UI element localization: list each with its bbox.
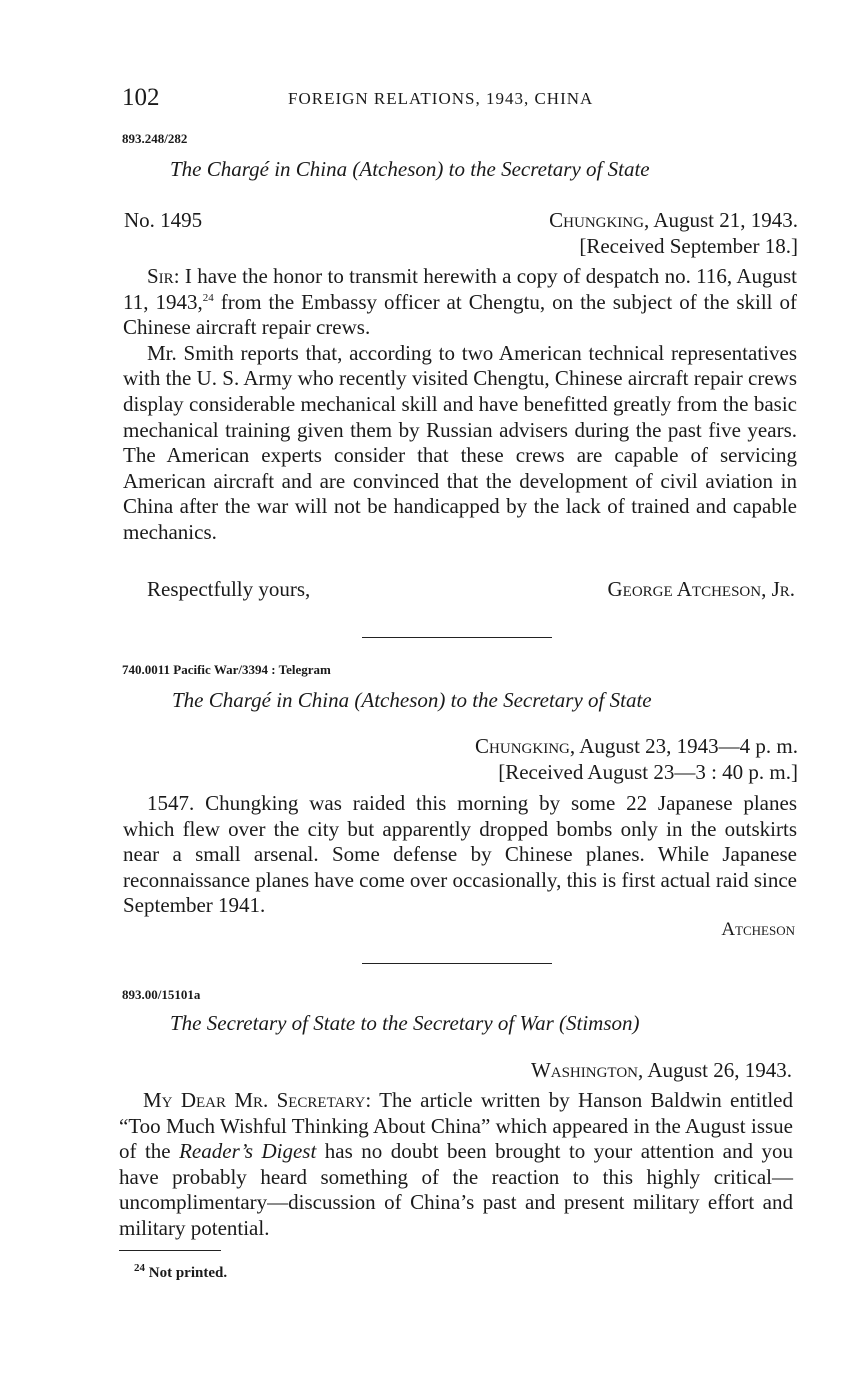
footnote-marker: 24 (134, 1262, 145, 1274)
doc1-paragraph-1: Sir: I have the honor to transmit herewith a copy of despatch no. 116, August 11, 1943,24 from the Embassy officer at Chengtu, on the subject of the skill of Chinese aircraft repair crews. (123, 264, 797, 340)
footnote-text: Not printed. (145, 1265, 228, 1281)
doc1-paragraph-2: Mr. Smith reports that, according to two American technical representatives with the U. S. Army who recently visited Chengtu, Chinese aircraft repair crews display considerable mechanical skill and have benefitted greatly from the basic mechanical training given them by Russian advisers during the past five years. The American experts consider that these crews are capable of servicing American aircraft and are convinced that the development of civil aviation in China after the war will not be handicapped by the lack of trained and capable mechanics. (123, 340, 797, 544)
doc2-place: Chungking (475, 734, 570, 758)
doc1-closing: Respectfully yours, (147, 577, 311, 601)
doc1-place: Chungking (549, 208, 644, 232)
doc2-signature: Atcheson (721, 919, 795, 940)
doc2-date: , August 23, 1943—4 p. m. (569, 734, 798, 758)
doc3-salutation: My Dear Mr. Secretary (143, 1088, 366, 1112)
doc1-received: [Received September 18.] (579, 234, 798, 258)
doc1-salutation: Sir (147, 264, 174, 288)
section-divider (362, 963, 552, 964)
doc2-paragraph-1: 1547. Chungking was raided this morning by some 22 Japanese planes which flew over the city but apparently dropped bombs only in the outskirts near a small arsenal. Some defense by Chinese planes. While Japanese reconnaissance planes have come over occasionally, this is first actual raid since September 1941. (123, 791, 797, 918)
doc2-received: [Received August 23—3 : 40 p. m.] (498, 760, 798, 784)
footnote-reference: 24 (202, 291, 214, 304)
footnote-rule (119, 1250, 221, 1251)
doc3-place: Washington (530, 1058, 638, 1082)
doc1-date: , August 21, 1943. (643, 208, 798, 232)
doc1-title: The Chargé in China (Atcheson) to the Secretary of State (170, 157, 650, 181)
doc1-file-number: 893.248/282 (122, 131, 188, 146)
section-divider (362, 637, 552, 638)
doc2-title: The Chargé in China (Atcheson) to the Secretary of State (172, 688, 652, 712)
doc3-body (119, 1088, 793, 1242)
running-head: FOREIGN RELATIONS, 1943, CHINA (288, 89, 594, 108)
page-number: 102 (122, 84, 160, 111)
footnote (134, 1262, 228, 1282)
doc1-dateline (549, 208, 798, 234)
doc3-paragraph-1: My Dear Mr. Secretary: The article written by Hanson Baldwin entitled “Too Much Wishful Thinking About China” which appeared in the August issue of the Reader’s Digest has no doubt been brought to your attention and you have probably heard something of the reaction to this highly critical—uncomplimentary—discussion of China’s past and present military effort and military potential. (119, 1088, 793, 1240)
doc3-file-number: 893.00/15101a (122, 987, 201, 1002)
doc2-body (123, 791, 797, 919)
doc1-signature: George Atcheson, Jr. (607, 577, 795, 601)
doc2-dateline (475, 734, 798, 760)
doc3-dateline (531, 1058, 792, 1084)
doc2-file-number: 740.0011 Pacific War/3394 : Telegram (122, 662, 331, 677)
doc1-despatch-number: No. 1495 (124, 208, 203, 232)
doc1-body (123, 264, 797, 546)
doc3-title: The Secretary of State to the Secretary of War (Stimson) (170, 1011, 640, 1035)
doc3-date: , August 26, 1943. (637, 1058, 792, 1082)
publication-title: Reader’s Digest (179, 1139, 317, 1164)
